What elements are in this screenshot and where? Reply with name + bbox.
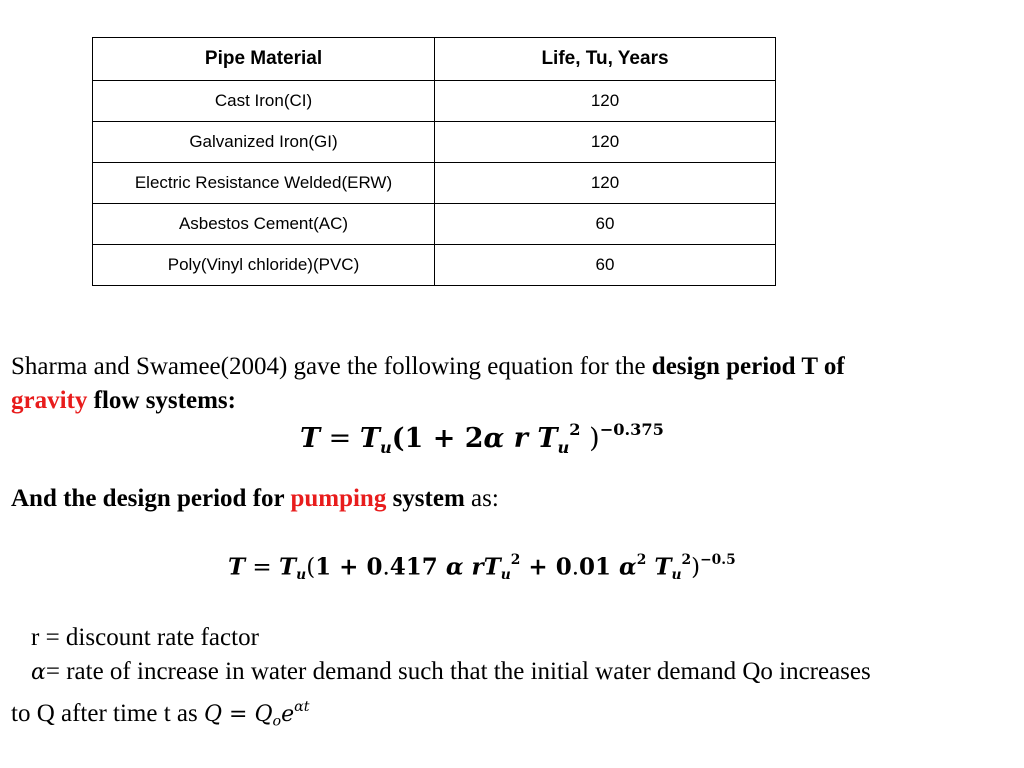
system-text: system [386,485,465,512]
eq1-alpha: α [483,423,505,455]
eq2-square: 2 [510,552,521,568]
gravity-equation [300,420,664,457]
gravity-paragraph [11,350,845,418]
flow-systems-text: flow systems: [87,387,236,414]
demand-growth-line [11,690,310,738]
q-equation [204,699,310,730]
q-sub-o: o [272,713,282,730]
life-cell: 120 [435,122,776,163]
eq2-lhs: T [228,553,246,581]
eq2-tu3: T [654,553,672,581]
alpha-definition [31,655,871,690]
eq2-plus: + 0 [520,553,572,581]
material-cell: Cast Iron(CI) [93,81,435,122]
column-header-material: Pipe Material [93,38,435,81]
table-row [93,122,776,163]
life-cell: 60 [435,245,776,286]
q-exponent: αt [294,699,310,715]
eq2-alpha2: α [619,553,637,581]
table-row [93,245,776,286]
eq2-tu: T [279,553,297,581]
eq1-open: (1 + 2 [391,423,484,455]
eq2-open: ( [306,554,316,581]
eq1-equals: = [320,423,360,455]
eq2-sub-u3: u [671,567,682,584]
material-cell: Asbestos Cement(AC) [93,204,435,245]
pumping-paragraph [11,482,499,516]
q-equation-main: Q = Q [204,702,273,727]
design-period-text: design period T of [651,353,845,380]
table-row [93,204,776,245]
eq1-square: 2 [569,420,581,439]
q-e: e [281,702,295,727]
r-definition: r = discount rate factor [31,624,259,651]
pipe-life-table [92,37,776,286]
eq2-close: ) [691,554,701,581]
eq2-equals: = [245,554,280,581]
eq2-dot2: . [571,554,580,581]
material-cell: Electric Resistance Welded(ERW) [93,163,435,204]
material-cell: Galvanized Iron(GI) [93,122,435,163]
column-header-life: Life, Tu, Years [435,38,776,81]
eq2-c2: 01 [579,553,620,581]
pumping-equation [228,552,736,583]
eq1-tu: T [359,423,380,455]
eq1-tu2: T [537,423,558,455]
as-text: as: [464,485,499,512]
eq2-dot: . [382,554,390,581]
eq1-exponent: −0.375 [599,420,664,439]
demand-growth-text: to Q after time t as [11,700,204,727]
eq1-sub-u: u [379,437,392,457]
eq2-sub-u2: u [500,567,511,584]
gravity-keyword: gravity [11,387,88,414]
alpha-definition-text: = rate of increase in water demand such that the initial water demand Qo increases [45,658,871,685]
eq2-exponent: −0.5 [700,552,736,568]
eq2-sub-u: u [296,567,307,584]
life-cell: 120 [435,81,776,122]
material-cell: Poly(Vinyl chloride)(PVC) [93,245,435,286]
life-cell: 60 [435,204,776,245]
eq1-close: ) [580,423,600,455]
alpha-symbol: α [31,660,46,685]
table-row [93,81,776,122]
eq1-lhs: T [300,423,321,455]
life-cell: 120 [435,163,776,204]
eq2-alpha: α [445,553,464,581]
eq2-r: r [463,553,484,581]
pumping-keyword: pumping [290,485,387,512]
eq1-r: r [504,423,538,455]
eq2-one: 1 + 0 [315,553,383,581]
eq1-sub-u2: u [557,437,570,457]
eq2-tu2: T [483,553,501,581]
table-row [93,163,776,204]
eq2-square3: 2 [681,552,692,568]
eq2-square2: 2 [636,552,647,568]
pumping-intro: And the design period for [11,485,291,512]
eq2-c1: 417 [389,553,446,581]
intro-text: Sharma and Swamee(2004) gave the following equation for the [11,353,652,380]
table-header-row [93,38,776,81]
